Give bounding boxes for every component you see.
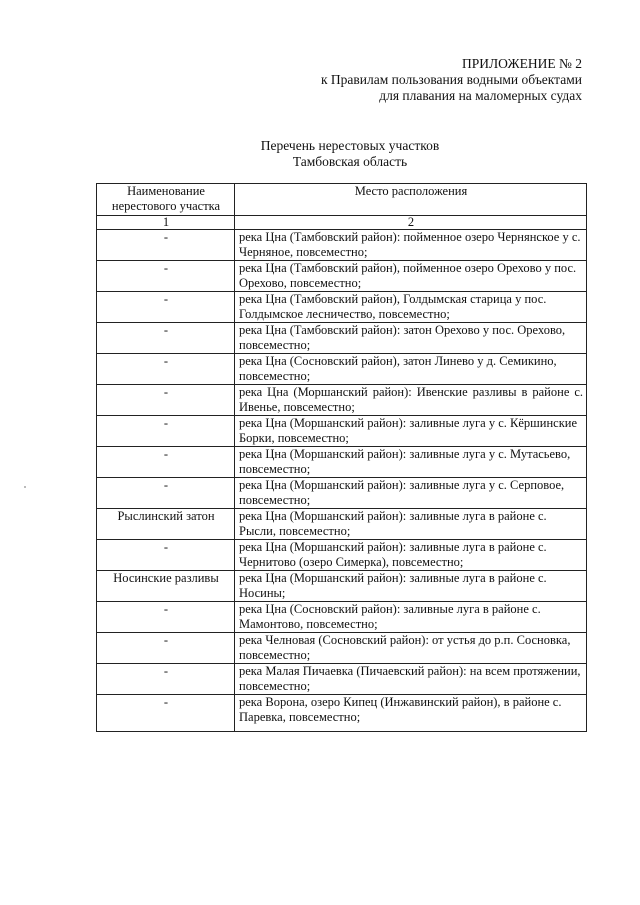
site-name: Носинские разливы xyxy=(97,571,235,602)
site-location: река Цна (Тамбовский район), Голдымская старица у пос. Голдымское лесничество, повсеместно; xyxy=(235,292,587,323)
scan-speck xyxy=(24,486,26,488)
site-name: - xyxy=(97,261,235,292)
site-name: - xyxy=(97,664,235,695)
column-number-1: 1 xyxy=(97,216,235,230)
site-location: река Цна (Моршанский район): заливные луга в районе с. Чернитово (озеро Симерка), повсеместно; xyxy=(235,540,587,571)
appendix-reference-line2: для плавания на маломерных судах xyxy=(379,88,582,103)
column-number-2: 2 xyxy=(235,216,587,230)
site-location: река Цна (Сосновский район), затон Линево у д. Семикино, повсеместно; xyxy=(235,354,587,385)
table-row xyxy=(97,447,587,478)
table-row xyxy=(97,230,587,261)
table-row xyxy=(97,633,587,664)
site-name: - xyxy=(97,230,235,261)
site-location: река Цна (Тамбовский район): пойменное озеро Чернянское у с. Черняное, повсеместно; xyxy=(235,230,587,261)
site-name: - xyxy=(97,385,235,416)
list-title: Перечень нерестовых участков xyxy=(260,138,440,153)
site-name: - xyxy=(97,292,235,323)
site-location: река Цна (Моршанский район): заливные луга у с. Серповое, повсеместно; xyxy=(235,478,587,509)
site-name: - xyxy=(97,447,235,478)
table-row xyxy=(97,323,587,354)
table-row xyxy=(97,385,587,416)
site-location: река Цна (Тамбовский район), пойменное озеро Орехово у пос. Орехово, повсеместно; xyxy=(235,261,587,292)
site-name: - xyxy=(97,633,235,664)
site-name: - xyxy=(97,695,235,732)
site-location: река Цна (Сосновский район): заливные луга в районе с. Мамонтово, повсеместно; xyxy=(235,602,587,633)
column-number-row xyxy=(97,216,587,230)
table-row xyxy=(97,664,587,695)
site-name: Рыслинский затон xyxy=(97,509,235,540)
site-name: - xyxy=(97,540,235,571)
site-name: - xyxy=(97,416,235,447)
appendix-reference-line1: к Правилам пользования водными объектами xyxy=(321,72,582,87)
site-location: река Цна (Моршанский район): заливные луга у с. Кёршинские Борки, повсеместно; xyxy=(235,416,587,447)
table-row xyxy=(97,261,587,292)
table-row xyxy=(97,695,587,732)
site-name: - xyxy=(97,478,235,509)
site-name: - xyxy=(97,602,235,633)
site-location: река Ворона, озеро Кипец (Инжавинский район), в районе с. Паревка, повсеместно; xyxy=(235,695,587,732)
spawning-sites-table xyxy=(96,183,587,732)
appendix-number: ПРИЛОЖЕНИЕ № 2 xyxy=(461,56,582,71)
table-row xyxy=(97,478,587,509)
region-name: Тамбовская область xyxy=(292,154,408,169)
site-location: река Цна (Моршанский район): заливные луга в районе с. Носины; xyxy=(235,571,587,602)
table-row xyxy=(97,540,587,571)
site-name: - xyxy=(97,323,235,354)
column-header-name: Наименование нерестового участка xyxy=(97,184,235,216)
table-row xyxy=(97,509,587,540)
table-row xyxy=(97,571,587,602)
table-row xyxy=(97,354,587,385)
site-location: река Малая Пичаевка (Пичаевский район): на всем протяжении, повсеместно; xyxy=(235,664,587,695)
table-row xyxy=(97,292,587,323)
site-location: река Цна (Моршанский район): заливные луга в районе с. Рысли, повсеместно; xyxy=(235,509,587,540)
site-name: - xyxy=(97,354,235,385)
site-location: река Цна (Моршанский район): заливные луга у с. Мутасьево, повсеместно; xyxy=(235,447,587,478)
document-title xyxy=(0,138,640,170)
table-row xyxy=(97,602,587,633)
site-location: река Цна (Тамбовский район): затон Орехово у пос. Орехово, повсеместно; xyxy=(235,323,587,354)
site-location: река Цна (Моршанский район): Ивенские разливы в районе с. Ивенье, повсеместно; xyxy=(235,385,587,416)
appendix-header xyxy=(202,56,582,104)
site-location: река Челновая (Сосновский район): от устья до р.п. Сосновка, повсеместно; xyxy=(235,633,587,664)
column-header-location: Место расположения xyxy=(235,184,587,216)
table-header-row xyxy=(97,184,587,216)
table-row xyxy=(97,416,587,447)
